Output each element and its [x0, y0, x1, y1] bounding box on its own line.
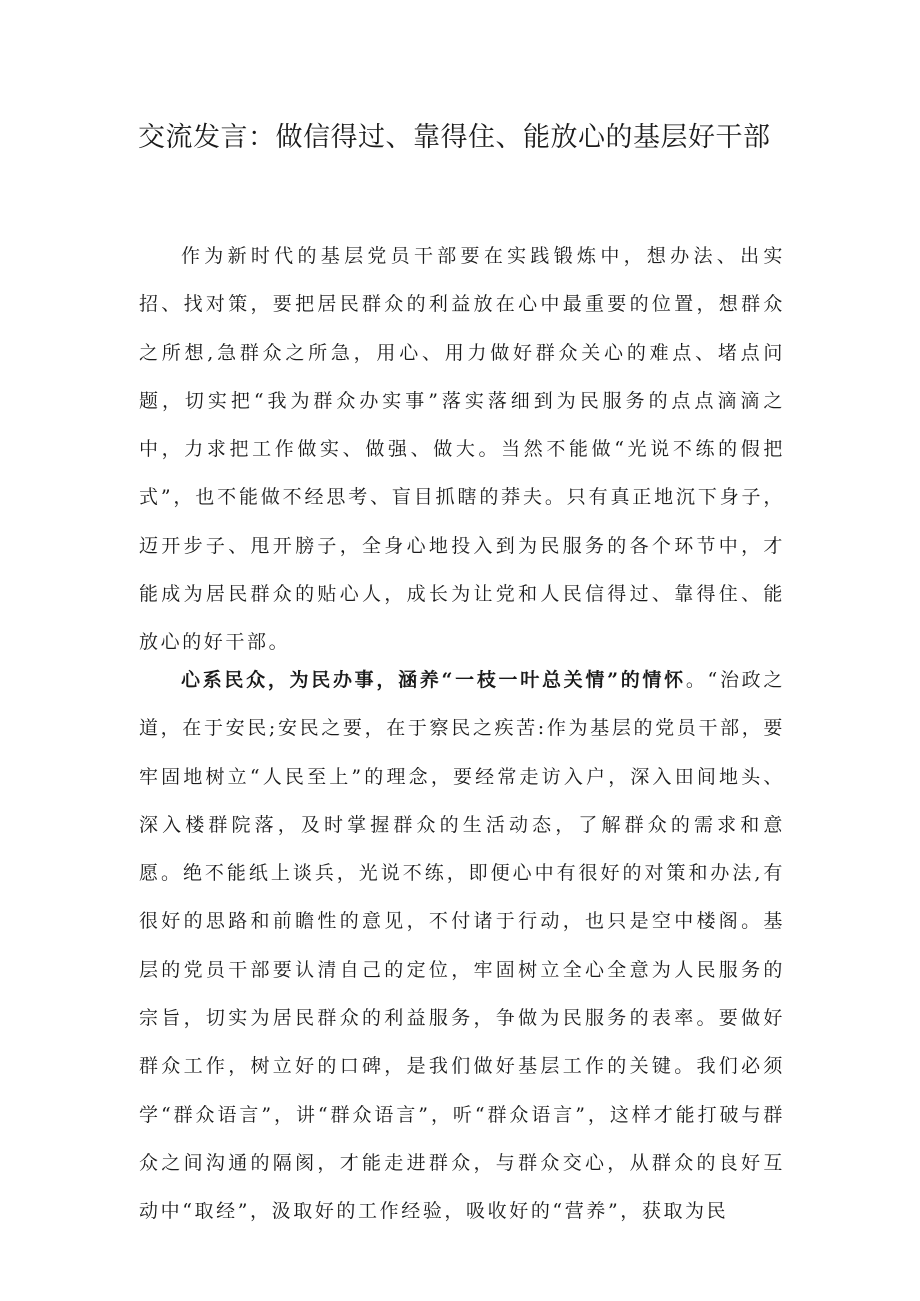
paragraph-2-lead: 心系民众，为民办事，涵养“一枝一叶总关情”的情怀 — [181, 669, 686, 691]
paragraph-2-body: 。“治政之道，在于安民;安民之要，在于察民之疾苦:作为基层的党员干部，要牢固地树立“人民至上”的理念，要经常走访入户，深入田间地头、深入楼群院落，及时掌握群众的生活动态，了解群众的需求和意愿。绝不能纸上谈兵，光说不练，即便心中有很好的对策和办法,有很好的思路和前瞻性的意见，不付诸于行动，也只是空中楼阁。基层的党员干部要认清自己的定位，牢固树立全心全意为人民服务的宗旨，切实为居民群众的利益服务，争做为民服务的表率。要做好群众工作，树立好的口碑，是我们做好基层工作的关键。我们必须学“群众语言”，讲“群众语言”，听“群众语言”，这样才能打破与群众之间沟通的隔阂，才能走进群众，与群众交心，从群众的良好互动中“取经”，汲取好的工作经验，吸收好的“营养”，获取为民 — [139, 669, 785, 1223]
paragraph-2 — [139, 656, 785, 1236]
paragraph-1: 作为新时代的基层党员干部要在实践锻炼中，想办法、出实招、找对策，要把居民群众的利益放在心中最重要的位置，想群众之所想,急群众之所急，用心、用力做好群众关心的难点、堵点问题，切实把“我为群众办实事”落实落细到为民服务的点点滴滴之中，力求把工作做实、做强、做大。当然不能做“光说不练的假把式”，也不能做不经思考、盲目抓瞎的莽夫。只有真正地沉下身子，迈开步子、甩开膀子，全身心地投入到为民服务的各个环节中，才能成为居民群众的贴心人，成长为让党和人民信得过、靠得住、能放心的好干部。 — [139, 245, 785, 654]
page-title: 交流发言：做信得过、靠得住、能放心的基层好干部 — [138, 122, 771, 153]
